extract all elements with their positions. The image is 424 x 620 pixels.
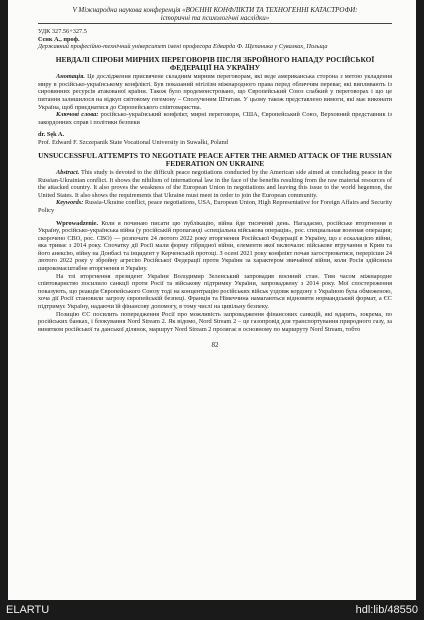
page-number: 82 xyxy=(211,341,219,350)
ua-keywords-label: Ключові слова: xyxy=(56,111,99,119)
header-rule xyxy=(38,23,392,24)
document-page xyxy=(8,0,416,600)
footer-handle-label: hdl:lib/48550 xyxy=(355,604,418,616)
body-paragraph-3: Позицію ЄС посилить попередження Росії про можливість запровадження фінансових санкцій, які вдарять, зокрема, по російських банках, і блокування Nord Stream 2. Як відомо, Nord Stream 2 – це газопровід для транспортування природного газу, за винятком російської та данської ділянок, маршрут Nord Stream 2 пролягає в основному по маршруту Nord Stream, тобто xyxy=(38,310,392,333)
body-paragraph-2: На тлі вторгнення президент України Володимир Зеленський запровадив воєнний стан. Тим часом міжнародне співтовариство посилило санкції проти Росії та військову підтримку України, запроваджену з 2014 року. Мої спостереження показують, що реакція Європейського Союзу тоді на концентрацію російських військ уздовж кордону з Україною була обмеженою, хоча дії Росії становили загрозу європейській безпеці. Франція та Німеччина намагаються відновити нормандський формат, а ЄС підтримує Україну, надаючи їй фінансову допомогу, в тому числі на цивільну безпеку. xyxy=(38,272,392,311)
running-header-line1: V Міжнародна наукова конференція «ВОЄННІ КОНФЛІКТИ ТА ТЕХНОГЕННІ КАТАСТРОФИ: xyxy=(72,6,358,14)
en-abstract-text: This study is devoted to the difficult peace negotiations conducted by the American side aimed at concluding peace in the Russian-Ukrainian conflict. It shows the nihilism of international law in the face of the benefits resulting from the raw material resources of the attacked country. It also proves the weakness of the European Union in negotiations and leaving this issue to the world hegemon, the United States. It also shows the requirements that Ukraine must meet in order to join the European community. xyxy=(38,168,392,199)
en-keywords xyxy=(38,199,392,214)
en-affiliation: Prof. Edward F. Szczepanik State Vocational University in Suwałki, Poland xyxy=(38,138,228,146)
en-abstract xyxy=(38,169,392,199)
page-content xyxy=(38,6,392,349)
ua-abstract-label: Анотація. xyxy=(56,73,85,81)
en-abstract-label: Abstract. xyxy=(56,168,80,176)
running-header xyxy=(38,6,392,22)
en-title: UNSUCCESSFUL ATTEMPTS TO NEGOTIATE PEACE AFTER THE ARMED ATTACK OF THE RUSSIAN FEDERATION ON UKRAINE xyxy=(38,150,392,168)
en-keywords-label: Keywords: xyxy=(56,199,84,207)
ua-abstract-text: Це дослідження присвячене складним мирним переговорам, які веде американська сторона з метою укладення миру в російсько-українському конфлікті. Був показаний нігілізм міжнародного права перед обличчям переваг, які випливають із сировинних ресурсів атакованої країни. Також було продемонстровано, що Європейський Союз слабкий у переговорах і що це питання залишилося на відкуп світовому гегемону – Сполученим Штатам. У цьому також представлено вимоги, які має виконати Україна, щоб приєднатися до Європейського співтовариства. xyxy=(38,73,392,111)
body-paragraph-1-text: Коли я починаю писати цю публікацію, війна йде тисячний день. Нагадаємо, російське вторгнення в Україну, російсько-українська війна (у російській пропаганді «спеціальна військова операція», рос. специальная военная операция; скорочено СВО, рос. СВО) — розпочате 24 лютого 2022 року вторгнення Російської Федерації в Україну, що є ескалацією війни, яка триває з 2014 року. Спочатку дії Росії мали форму гібридної війни, елементи якої включали: військове втручання в Крим та його анексію, війну на Донбасі та інцидент у Керченській протоці. З осені 2021 року конфлікт почав загострюватися, перерісши 24 лютого 2022 року у збройну агресію Російської Федерації проти України за характером звичайної війни, коли Росія здійснила широкомасштабне вторгнення в Україну. xyxy=(38,219,392,273)
ua-author: Сєнк А., проф. xyxy=(38,35,80,43)
body-paragraph-1 xyxy=(38,220,392,273)
ua-abstract xyxy=(38,73,392,111)
en-author: dr. Sęk A. xyxy=(38,131,65,139)
ua-keywords xyxy=(38,111,392,126)
udc-code: УДК 327.56+327.5 xyxy=(38,28,87,35)
en-keywords-text: Russia-Ukraine conflict, peace negotiations, USA, European Union, High Representative for Foreign Affairs and Security Policy xyxy=(38,199,392,214)
ua-keywords-text: російсько-український конфлікт, мирні переговори, США, Європейський Союз, Верховний представник із закордонних справ і політики безпеки xyxy=(38,111,393,126)
intro-label: Wprowadzenie. xyxy=(56,219,99,227)
running-header-line2: історичні та психологічні наслідки» xyxy=(160,14,270,22)
ua-affiliation: Державний професійно-технічний університет імені професора Едварда Ф. Щепаника у Сувалках, Польща xyxy=(38,43,328,51)
footer-repository-label: ELARTU xyxy=(6,604,50,616)
ua-title: НЕВДАЛІ СПРОБИ МИРНИХ ПЕРЕГОВОРІВ ПІСЛЯ ЗБРОЙНОГО НАПАДУ РОСІЙСЬКОЇ ФЕДЕРАЦІЇ НА УКРАЇНУ xyxy=(55,54,375,72)
viewer-footer-bar xyxy=(0,600,424,620)
